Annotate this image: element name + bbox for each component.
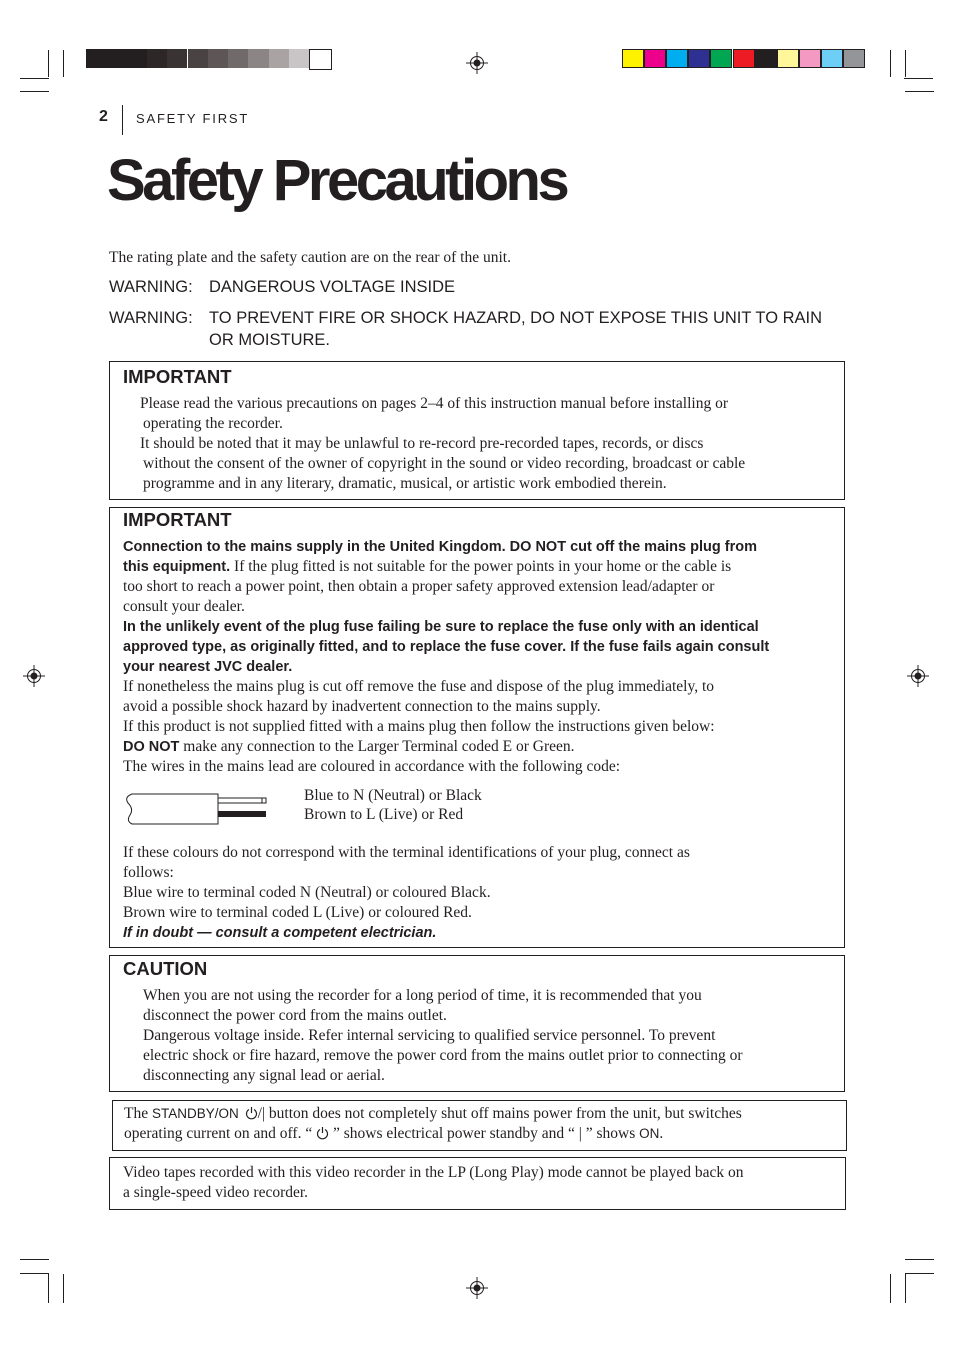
caution-box [109,955,845,1092]
box-title: CAUTION [123,958,208,979]
color-swatch [688,49,710,68]
lp-note-box [109,1157,846,1210]
color-swatch [666,49,688,68]
color-swatch [755,49,777,68]
color-swatch [644,49,666,68]
header-divider [122,105,123,135]
color-swatch [843,49,865,68]
intro-text: The rating plate and the safety caution are on the rear of the unit. [109,249,511,266]
important-uk-text-lower: If these colours do not correspond with the terminal identifications of your plug, connect as follows: Blue wire to terminal coded N (Neutral) or coloured Black. Brown wire to terminal coded L (Live) or coloured Red. If in doubt — consult a competent electrician. [123,844,690,941]
registration-mark-icon [466,1277,488,1299]
color-swatch [622,49,644,68]
registration-mark-icon [907,665,929,687]
color-swatch [733,49,755,68]
gray-swatch [309,49,331,70]
gray-swatch [269,49,289,68]
color-swatch [821,49,843,68]
important-uk-text: Connection to the mains supply in the United Kingdom. DO NOT cut off the mains plug from this equipment. If the plug fitted is not suitable for the power points in your home or the cable is too short to reach a power point, then obtain a proper safety approved extension lead/adapter or consult your dealer. In the unlikely event of the plug fuse failing be sure to replace the fuse only with an identical approved type, as originally fitted, and to replace the fuse cover. If the fuse fails again consult your nearest JVC dealer. If nonetheless the mains plug is cut off remove the fuse and dispose of the plug immediately, to avoid a possible shock hazard by inadvertent connection to the mains supply. If this product is not supplied fitted with a mains plug then follow the instructions given below: DO NOT make any connection to the Larger Terminal coded E or Green. The wires in the mains lead are coloured in accordance with the following code: [123,539,770,775]
wire-code-text [304,786,482,824]
box-title: IMPORTANT [123,509,232,530]
warning-text: TO PREVENT FIRE OR SHOCK HAZARD, DO NOT EXPOSE THIS UNIT TO RAIN OR MOISTURE. [209,309,823,349]
gray-swatch [167,49,187,68]
power-standby-icon [316,1126,329,1140]
gray-swatch [127,49,147,68]
color-swatch [710,49,732,68]
gray-swatch [208,49,228,68]
gray-swatch [248,49,268,68]
lp-note-text: Video tapes recorded with this video recorder in the LP (Long Play) mode cannot be played back on a single-speed video recorder. [123,1164,744,1201]
gray-swatch [106,49,126,68]
page-number: 2 [99,108,108,125]
important-uk-box [109,507,845,948]
gray-swatch [289,49,309,68]
section-label: SAFETY FIRST [136,111,250,126]
registration-mark-icon [466,52,488,74]
warning-label: WARNING: [109,278,193,296]
wire-brown-label: Brown to L (Live) or Red [304,806,464,823]
power-standby-icon [245,1106,258,1120]
important-text: Please read the various precautions on pages 2–4 of this instruction manual before installing or operating the recorder. It should be noted that it may be unlawful to re-record pre-recorded tapes, records, or discs without the consent of the owner of copyright in the sound or video recording, broadcast or cable programme and in any literary, dramatic, musical, or artistic work embodied therein. [140,395,746,492]
gray-swatch [188,49,208,68]
color-swatch [799,49,821,68]
standby-note-text: The STANDBY/ON /| button does not completely shut off mains power from the unit, but switches operating current on and off. “ ” shows electrical power standby and “ | ” shows ON. [124,1105,742,1142]
warning-label: WARNING: [109,309,193,327]
box-title: IMPORTANT [123,366,232,387]
standby-note-box [112,1100,847,1151]
mains-lead-diagram [122,791,272,827]
gray-swatch [228,49,248,68]
page-title: Safety Precautions [107,148,567,213]
caution-text: When you are not using the recorder for a long period of time, it is recommended that you disconnect the power cord from the mains outlet. Dangerous voltage inside. Refer internal servicing to qualified service personnel. To prevent electric shock or fire hazard, remove the power cord from the mains outlet prior to connecting or disconnecting any signal lead or aerial. [143,987,743,1084]
gray-swatch [86,49,106,68]
warning-text: DANGEROUS VOLTAGE INSIDE [209,278,456,296]
registration-mark-icon [23,665,45,687]
important-box [109,361,845,500]
wire-blue-label: Blue to N (Neutral) or Black [304,787,482,804]
color-swatch [777,49,799,68]
gray-swatch [147,49,167,68]
